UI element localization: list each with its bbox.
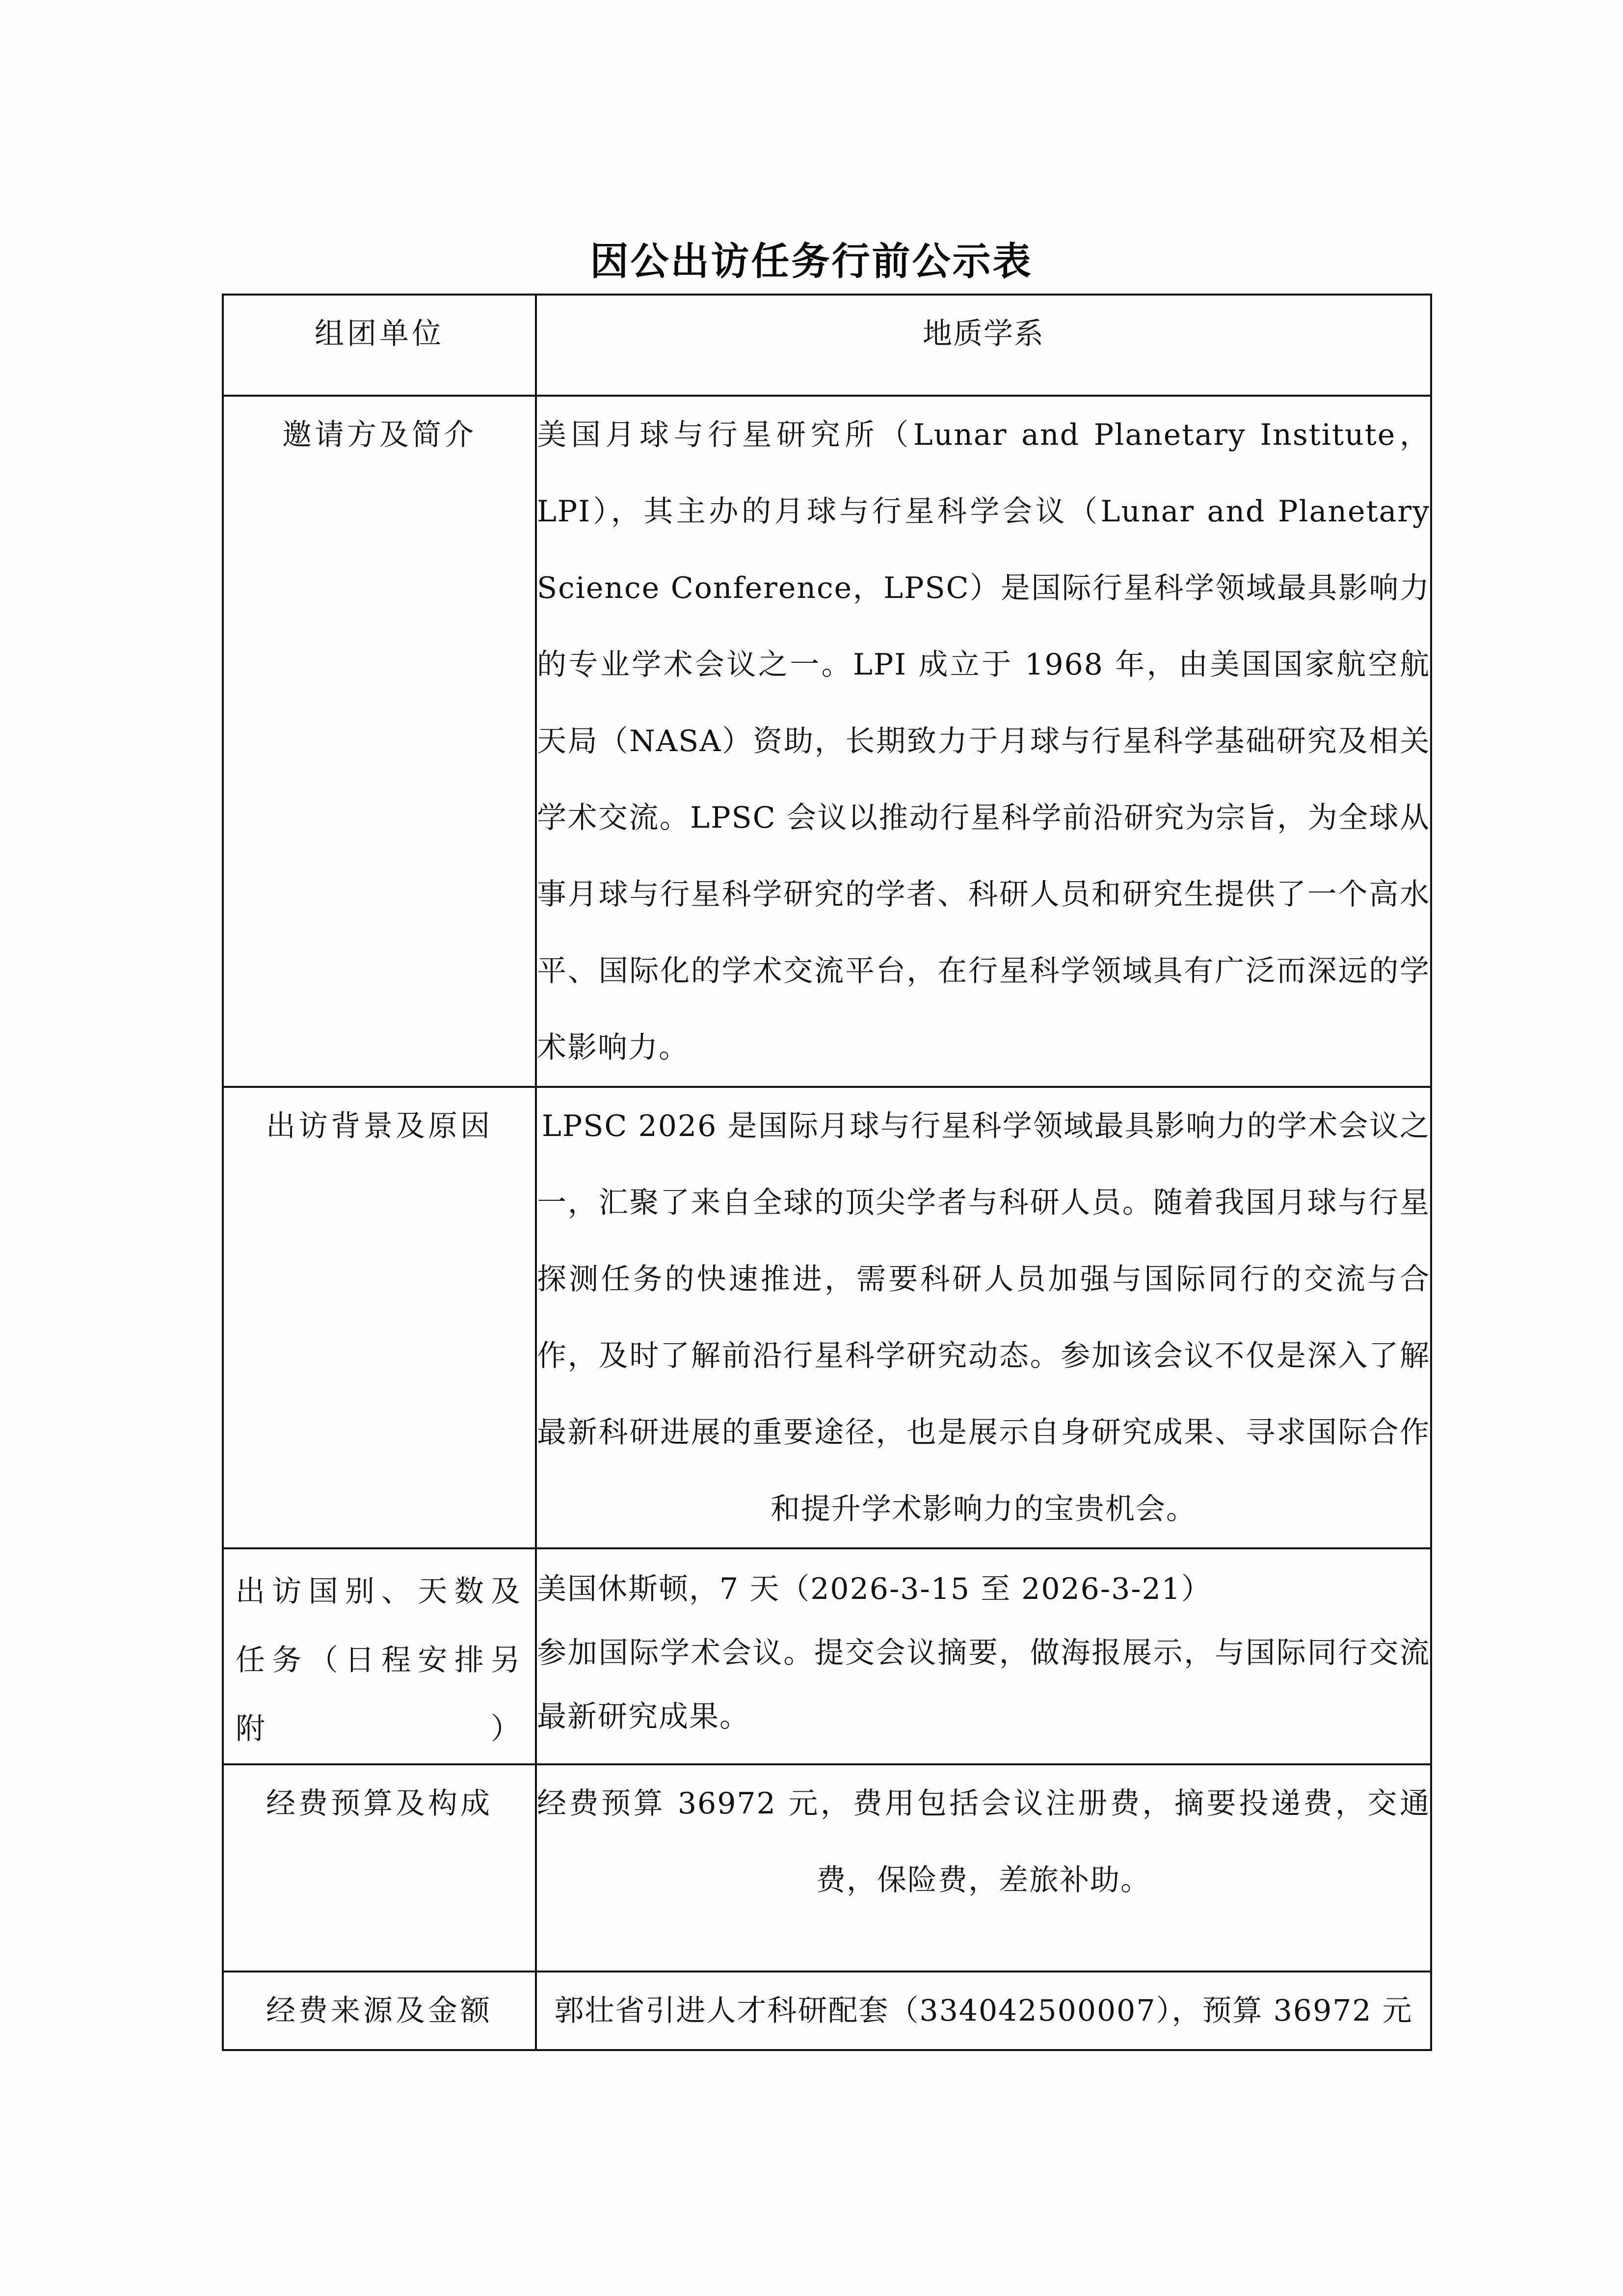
inviter-value: 美国月球与行星研究所（Lunar and Planetary Institute，LPI），其主办的月球与行星科学会议（Lunar and Planetary Science Conference，LPSC）是国际行星科学领域最具影响力的专业学术会议之一。LPI 成立于 1968 年，由美国国家航空航天局（NASA）资助，长期致力于月球与行星科学基础研究及相关学术交流。LPSC 会议以推动行星科学前沿研究为宗旨，为全球从事月球与行星科学研究的学者、科研人员和研究生提供了一个高水平、国际化的学术交流平台，在行星科学领域具有广泛而深远的学术影响力。 bbox=[536, 396, 1431, 1087]
country-days-task-label: 出访国别、天数及任务（日程安排另附） bbox=[223, 1548, 536, 1764]
publicity-form-table bbox=[222, 294, 1432, 2051]
task-line: 参加国际学术会议。提交会议摘要，做海报展示，与国际同行交流最新研究成果。 bbox=[537, 1636, 1430, 1734]
background-value: LPSC 2026 是国际月球与行星科学领域最具影响力的学术会议之一，汇聚了来自全球的顶尖学者与科研人员。随着我国月球与行星探测任务的快速推进，需要科研人员加强与国际同行的交流与合作，及时了解前沿行星科学研究动态。参加该会议不仅是深入了解最新科研进展的重要途径，也是展示自身研究成果、寻求国际合作和提升学术影响力的宝贵机会。 bbox=[536, 1087, 1431, 1548]
organizing-unit-label: 组团单位 bbox=[223, 295, 536, 396]
table-row-country-days-task bbox=[223, 1548, 1431, 1764]
budget-value: 经费预算 36972 元，费用包括会议注册费，摘要投递费，交通费，保险费，差旅补助。 bbox=[536, 1764, 1431, 1972]
document-title: 因公出访任务行前公示表 bbox=[590, 240, 1033, 284]
funding-source-label: 经费来源及金额 bbox=[223, 1972, 536, 2050]
funding-source-value: 郭壮省引进人才科研配套（334042500007），预算 36972 元 bbox=[536, 1972, 1431, 2050]
country-days-task-value bbox=[536, 1548, 1431, 1764]
destination-line: 美国休斯顿，7 天（2026-3-15 至 2026-3-21） bbox=[537, 1572, 1212, 1606]
table-row-funding-source bbox=[223, 1972, 1431, 2050]
background-label: 出访背景及原因 bbox=[223, 1087, 536, 1548]
table-row-budget bbox=[223, 1764, 1431, 1972]
budget-label: 经费预算及构成 bbox=[223, 1764, 536, 1972]
table-row-background bbox=[223, 1087, 1431, 1548]
inviter-label: 邀请方及简介 bbox=[223, 396, 536, 1087]
table-row-inviter bbox=[223, 396, 1431, 1087]
organizing-unit-value: 地质学系 bbox=[536, 295, 1431, 396]
table-row-organizing-unit bbox=[223, 295, 1431, 396]
